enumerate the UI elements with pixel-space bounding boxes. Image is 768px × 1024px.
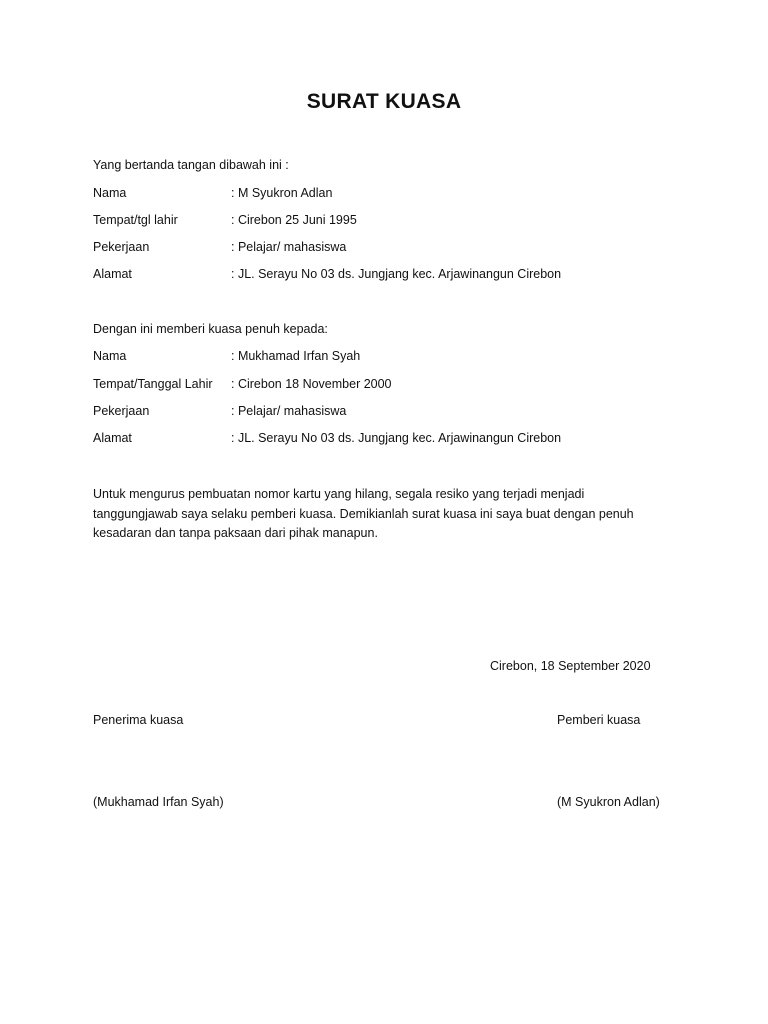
grantee-alamat-value: : JL. Serayu No 03 ds. Jungjang kec. Arjawinangun Cirebon xyxy=(231,431,562,445)
grantee-pekerjaan-label: Pekerjaan xyxy=(93,404,150,418)
grantee-nama-value: : Mukhamad Irfan Syah xyxy=(231,349,361,363)
grantor-alamat-label: Alamat xyxy=(93,267,132,281)
grantee-alamat-label: Alamat xyxy=(93,431,132,445)
giver-label: Pemberi kuasa xyxy=(557,713,641,727)
grantor-nama-label: Nama xyxy=(93,186,127,200)
grantor-ttl-value: : Cirebon 25 Juni 1995 xyxy=(231,213,357,227)
grantor-pekerjaan-label: Pekerjaan xyxy=(93,240,150,254)
grantee-ttl-value: : Cirebon 18 November 2000 xyxy=(231,377,392,391)
place-date: Cirebon, 18 September 2020 xyxy=(490,659,651,673)
intro-text: Yang bertanda tangan dibawah ini : xyxy=(93,158,289,172)
grantor-pekerjaan-value: : Pelajar/ mahasiswa xyxy=(231,240,347,254)
document-title: SURAT KUASA xyxy=(306,90,462,113)
grantee-ttl-label: Tempat/Tanggal Lahir xyxy=(93,377,213,391)
grantor-nama-value: : M Syukron Adlan xyxy=(231,186,333,200)
grantee-pekerjaan-value: : Pelajar/ mahasiswa xyxy=(231,404,347,418)
grantor-ttl-label: Tempat/tgl lahir xyxy=(93,213,178,227)
receiver-name: (Mukhamad Irfan Syah) xyxy=(93,795,224,809)
purpose-paragraph: Untuk mengurus pembuatan nomor kartu yang hilang, segala resiko yang terjadi menjadi tanggungjawab saya selaku pemberi kuasa. Demikianlah surat kuasa ini saya buat dengan penuh kesadaran dan tanpa paksaan dari pihak manapun. xyxy=(93,487,634,540)
receiver-label: Penerima kuasa xyxy=(93,713,184,727)
giver-name: (M Syukron Adlan) xyxy=(557,795,660,809)
grantee-nama-label: Nama xyxy=(93,349,127,363)
grantor-alamat-value: : JL. Serayu No 03 ds. Jungjang kec. Arjawinangun Cirebon xyxy=(231,267,562,281)
grant-intro-text: Dengan ini memberi kuasa penuh kepada: xyxy=(93,322,328,336)
